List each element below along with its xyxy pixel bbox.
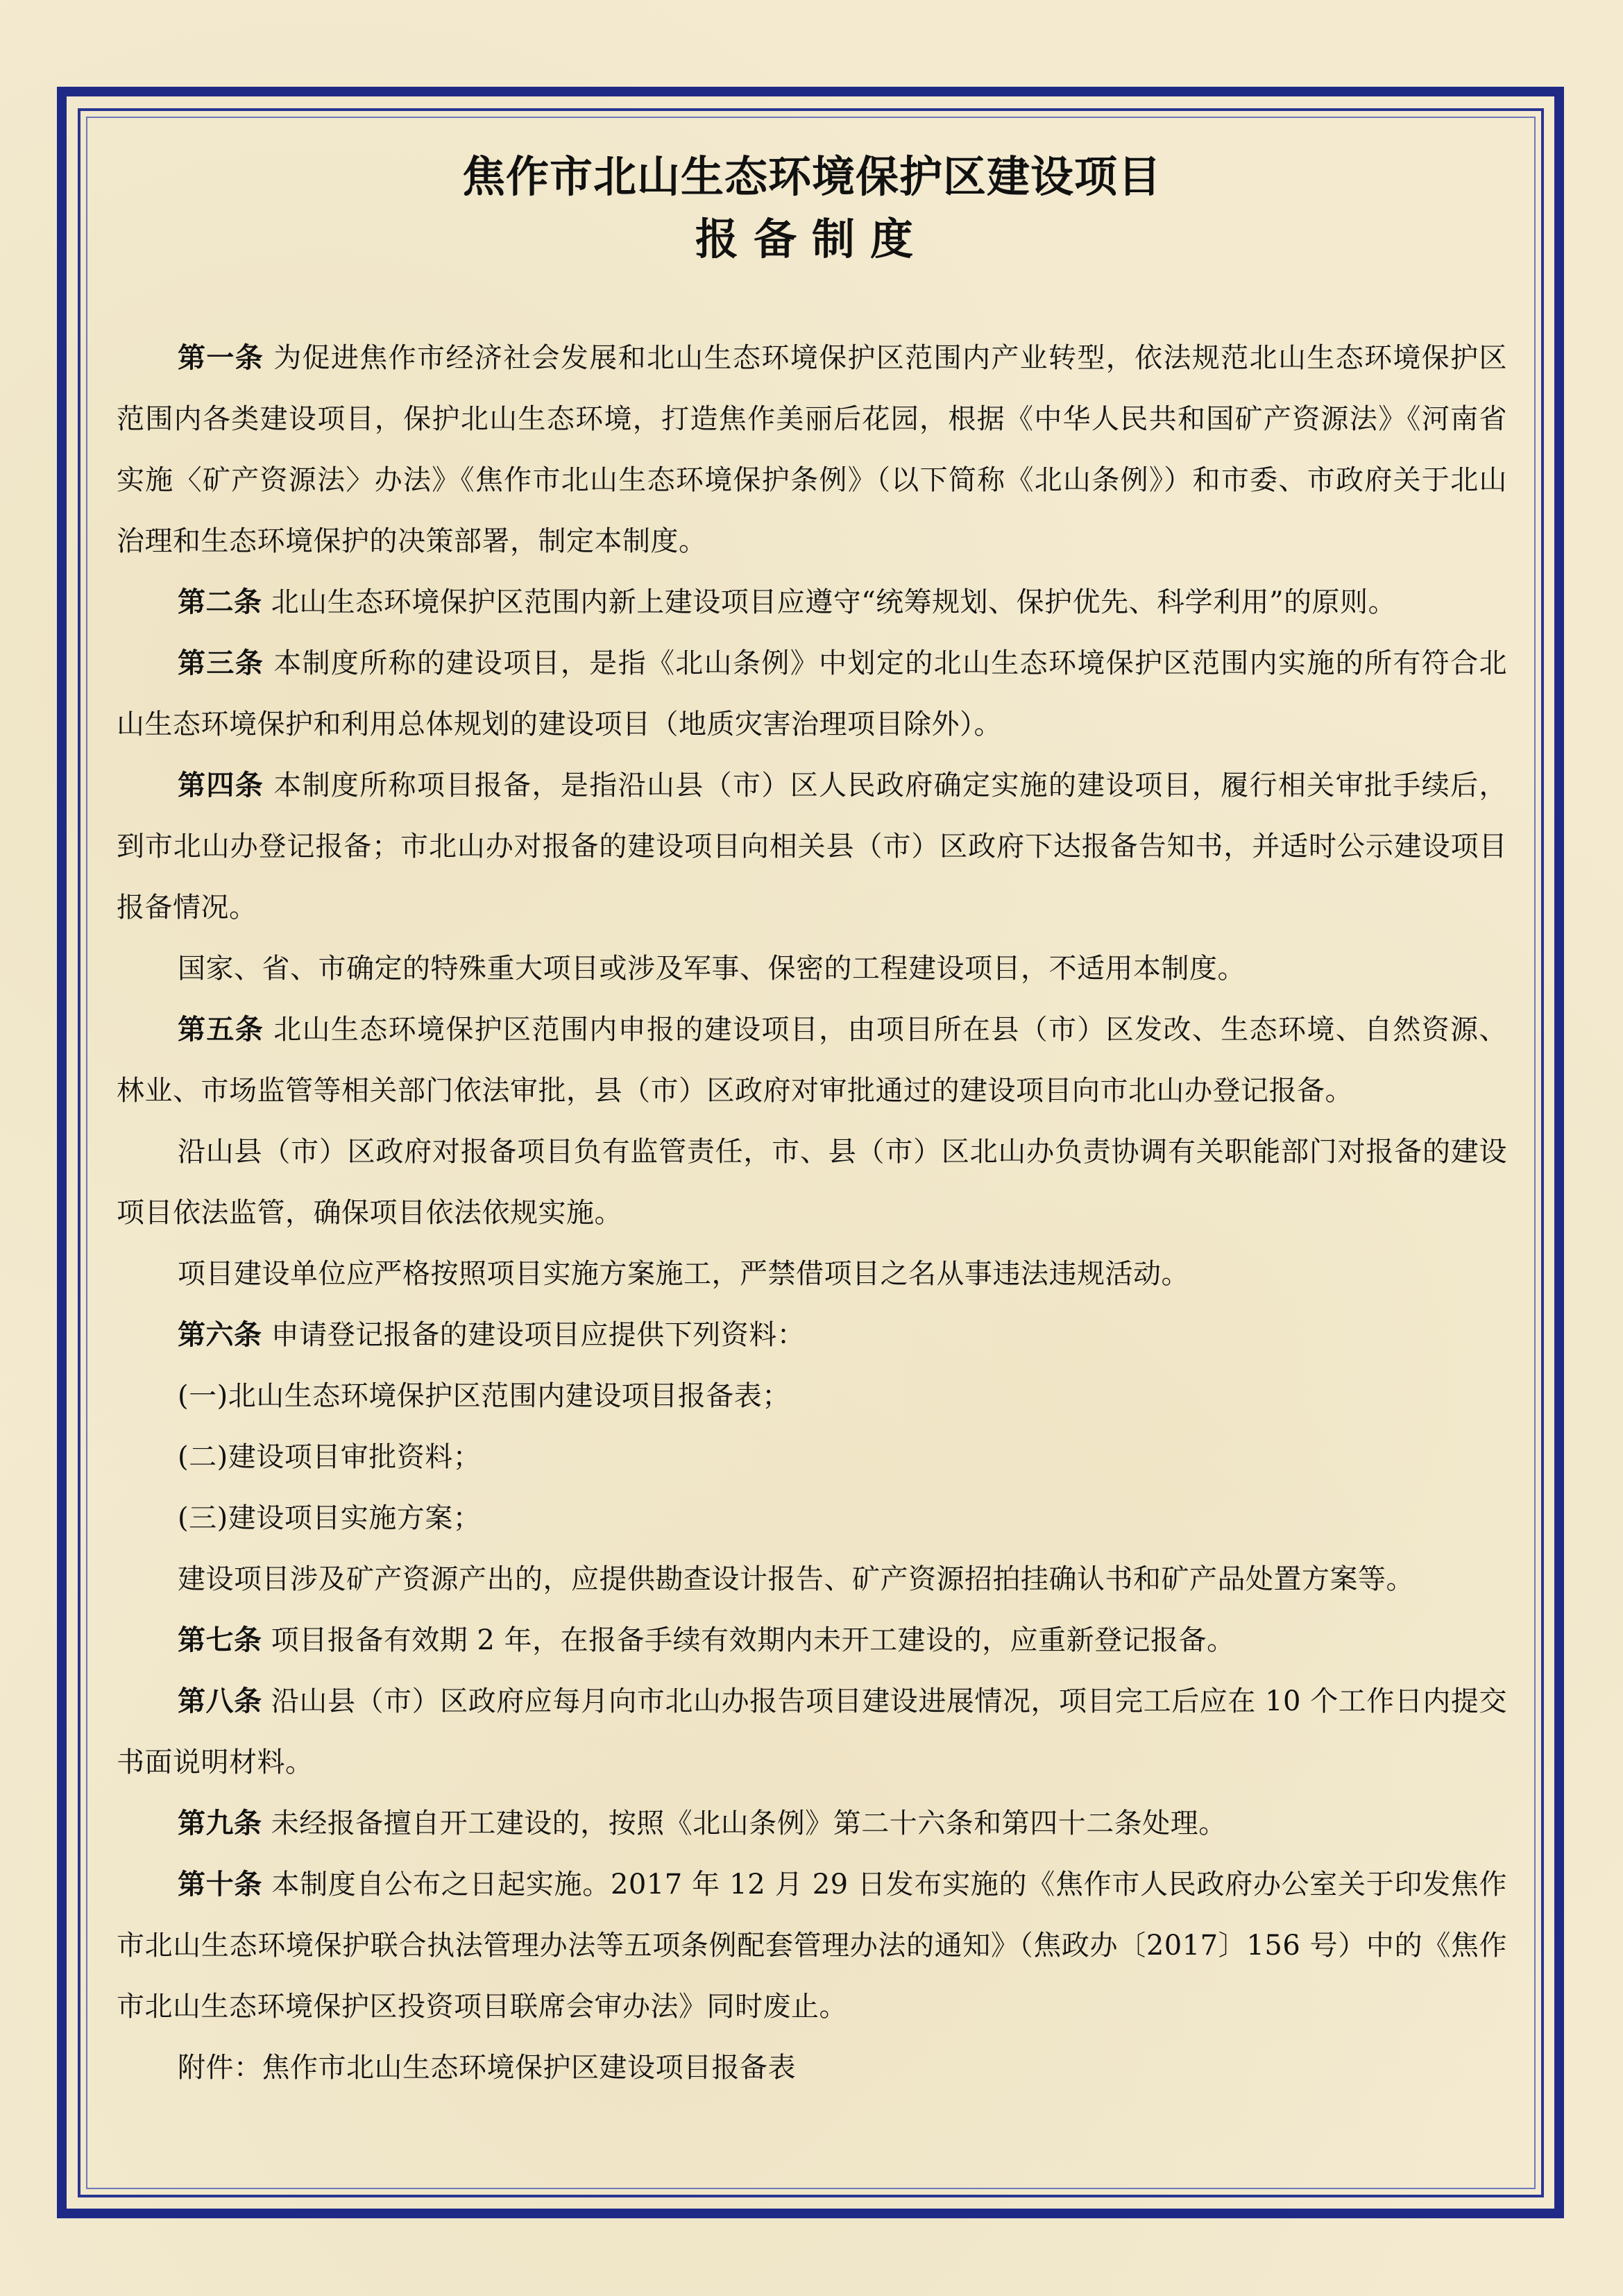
list-item xyxy=(117,1427,1507,1488)
border-corner-bottom-left xyxy=(62,2185,90,2213)
paragraph xyxy=(117,1854,1507,2037)
paragraph xyxy=(117,572,1507,633)
paragraph xyxy=(117,1121,1507,1243)
paragraph xyxy=(117,633,1507,755)
article-number: 第四条 xyxy=(178,769,264,801)
paragraph-text: (一)北山生态环境保护区范围内建设项目报备表； xyxy=(178,1380,790,1412)
paragraph-text: 本制度自公布之日起实施。2017 年 12 月 29 日发布实施的《焦作市人民政府办公室关于印发焦作市北山生态环境保护联合执法管理办法等五项条例配套管理办法的通知》（焦政办〔2017〕156 号）中的《焦作市北山生态环境保护区投资项目联席会审办法》同时废止。 xyxy=(117,1869,1507,2023)
paragraph-text: 附件：焦作市北山生态环境保护区建设项目报备表 xyxy=(178,2052,796,2084)
list-item xyxy=(117,1366,1507,1427)
article-number: 第七条 xyxy=(178,1624,262,1656)
paragraph-text: 北山生态环境保护区范围内新上建设项目应遵守“统筹规划、保护优先、科学利用”的原则。 xyxy=(271,586,1397,618)
article-number: 第二条 xyxy=(178,586,262,618)
paragraph xyxy=(117,938,1507,999)
attachment-note xyxy=(117,2037,1507,2098)
paragraph-text: 本制度所称项目报备，是指沿山县（市）区人民政府确定实施的建设项目，履行相关审批手续后，到市北山办登记报备；市北山办对报备的建设项目向相关县（市）区政府下达报备告知书，并适时公示建设项目报备情况。 xyxy=(117,769,1508,924)
paragraph xyxy=(117,1671,1507,1793)
paragraph-text: 国家、省、市确定的特殊重大项目或涉及军事、保密的工程建设项目，不适用本制度。 xyxy=(178,953,1246,985)
border-corner-top-right xyxy=(1531,92,1558,120)
article-number: 第一条 xyxy=(178,342,264,374)
paragraph-text: (二)建设项目审批资料； xyxy=(178,1441,482,1473)
paragraph xyxy=(117,1243,1507,1304)
border-corner-bottom-right xyxy=(1531,2185,1558,2213)
paragraph xyxy=(117,1793,1507,1854)
paragraph-text: 未经报备擅自开工建设的，按照《北山条例》第二十六条和第四十二条处理。 xyxy=(271,1808,1227,1839)
document-body xyxy=(117,146,1507,2098)
paragraph-text: 沿山县（市）区政府对报备项目负有监管责任，市、县（市）区北山办负责协调有关职能部门对报备的建设项目依法监管，确保项目依法依规实施。 xyxy=(117,1136,1507,1229)
paragraph-text: 建设项目涉及矿产资源产出的，应提供勘查设计报告、矿产资源招拍挂确认书和矿产品处置方案等。 xyxy=(178,1563,1414,1595)
paragraph-text: 北山生态环境保护区范围内申报的建设项目，由项目所在县（市）区发改、生态环境、自然资源、林业、市场监管等相关部门依法审批，县（市）区政府对审批通过的建设项目向市北山办登记报备。 xyxy=(117,1014,1508,1107)
article-number: 第六条 xyxy=(178,1319,262,1351)
paragraph xyxy=(117,755,1507,938)
paragraph xyxy=(117,328,1507,572)
paragraph-text: 项目报备有效期 2 年，在报备手续有效期内未开工建设的，应重新登记报备。 xyxy=(271,1624,1235,1656)
article-number: 第十条 xyxy=(178,1869,263,1900)
paragraph xyxy=(117,1549,1507,1610)
paragraph-text: 本制度所称的建设项目，是指《北山条例》中划定的北山生态环境保护区范围内实施的所有符合北山生态环境保护和利用总体规划的建设项目（地质灾害治理项目除外）。 xyxy=(117,647,1508,740)
paragraph-text: (三)建设项目实施方案； xyxy=(178,1502,482,1534)
article-number: 第五条 xyxy=(178,1014,264,1046)
paragraph xyxy=(117,1304,1507,1366)
article-number: 第八条 xyxy=(178,1685,262,1717)
article-number: 第九条 xyxy=(178,1808,262,1839)
paragraph-text: 项目建设单位应严格按照项目实施方案施工，严禁借项目之名从事违法违规活动。 xyxy=(178,1258,1189,1290)
paragraph-text: 沿山县（市）区政府应每月向市北山办报告项目建设进展情况，项目完工后应在 10 个工作日内提交书面说明材料。 xyxy=(117,1685,1508,1778)
article-number: 第三条 xyxy=(178,647,264,679)
list-item xyxy=(117,1488,1507,1549)
paragraph-text: 为促进焦作市经济社会发展和北山生态环境保护区范围内产业转型，依法规范北山生态环境保护区范围内各类建设项目，保护北山生态环境，打造焦作美丽后花园，根据《中华人民共和国矿产资源法》《河南省实施〈矿产资源法〉办法》《焦作市北山生态环境保护条例》（以下简称《北山条例》）和市委、市政府关于北山治理和生态环境保护的决策部署，制定本制度。 xyxy=(117,342,1508,557)
article-list xyxy=(117,328,1507,2098)
paragraph xyxy=(117,999,1507,1121)
paragraph-text: 申请登记报备的建设项目应提供下列资料： xyxy=(271,1319,806,1351)
border-corner-top-left xyxy=(62,92,90,120)
document-subtitle: 报备制度 xyxy=(695,214,928,264)
paragraph xyxy=(117,1610,1507,1671)
document-title: 焦作市北山生态环境保护区建设项目 xyxy=(461,151,1162,202)
